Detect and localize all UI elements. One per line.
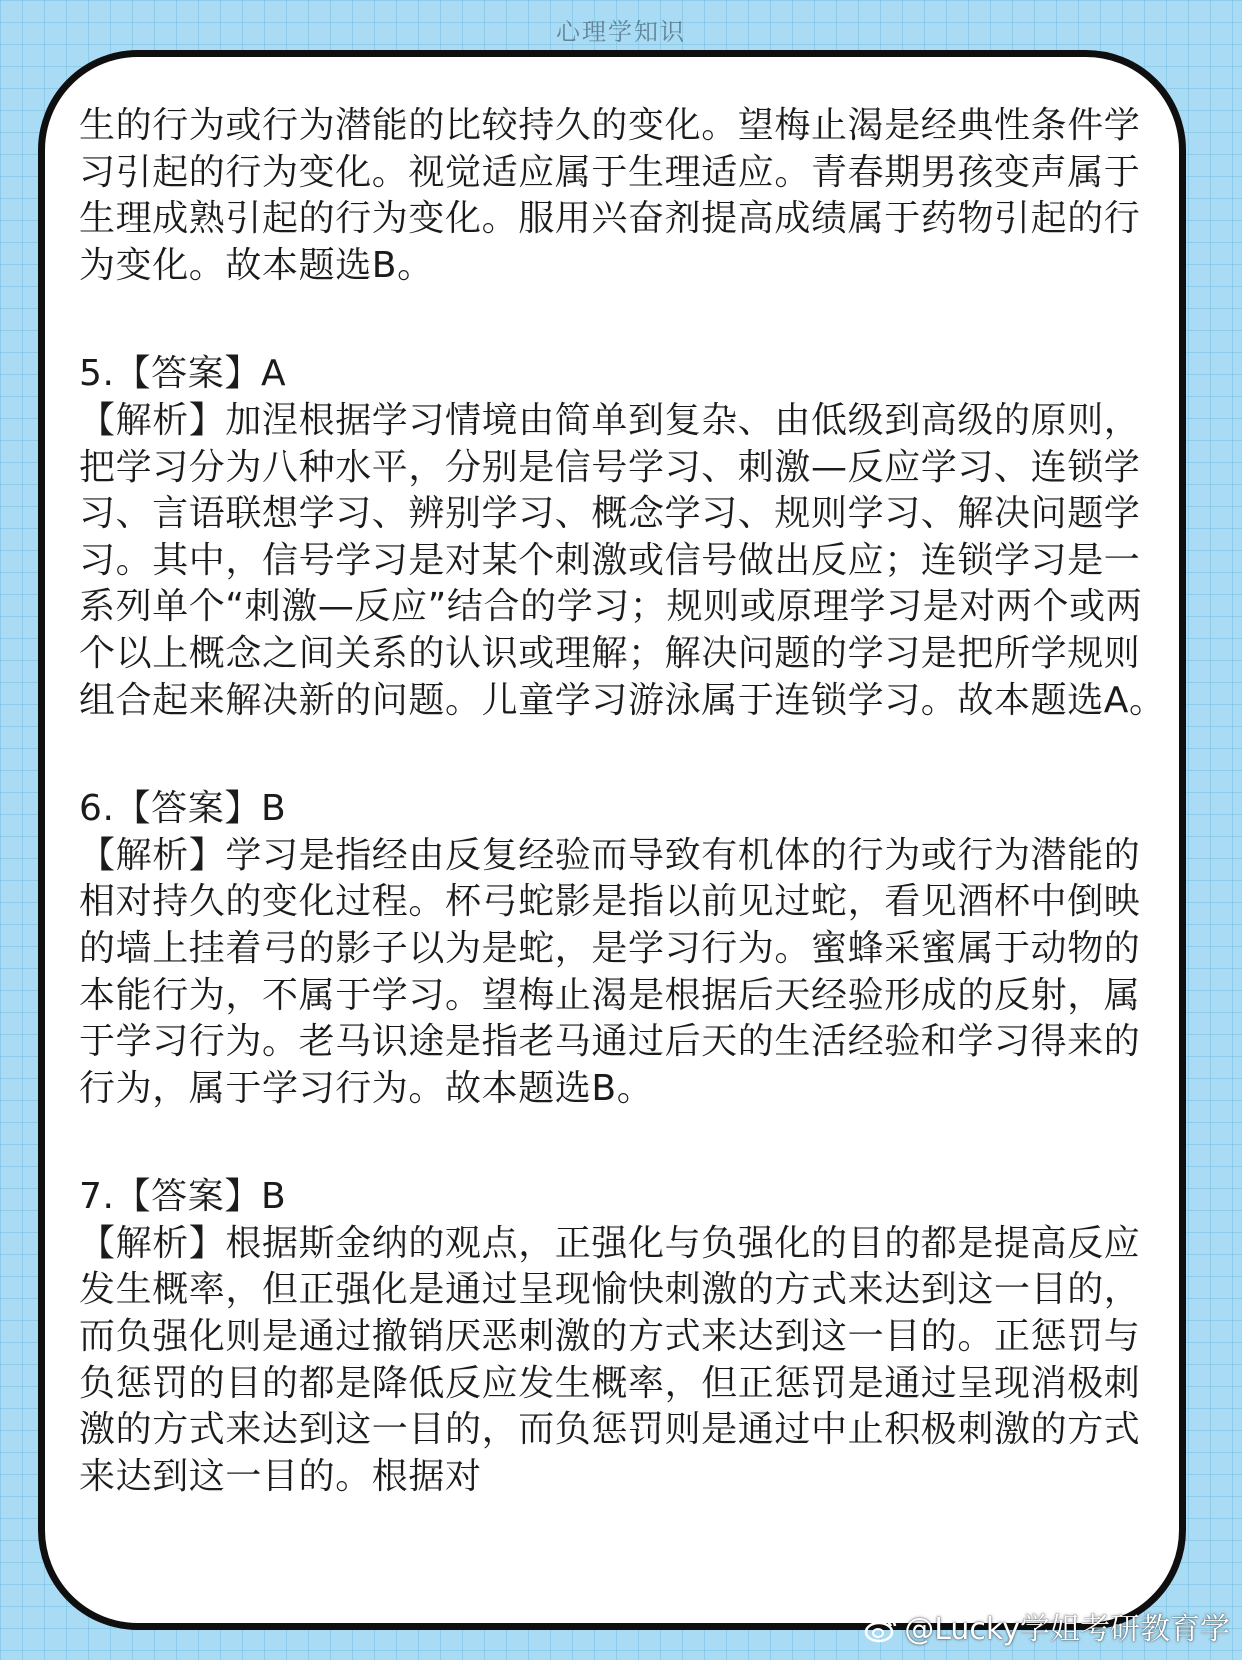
watermark-text: @Lucky学姐考研教育学 (904, 1612, 1230, 1647)
content-card (38, 50, 1186, 1630)
weibo-watermark (864, 1610, 1230, 1650)
paragraph-gap (79, 1112, 1169, 1174)
q6-answer: 6.【答案】B (79, 788, 287, 830)
q7-analysis: 【解析】根据斯金纳的观点，正强化与负强化的目的都是提高反应发生概率，但正强化是通过呈现愉快刺激的方式来达到这一目的，而负强化则是通过撤销厌恶刺激的方式来达到这一目的。正惩罚与负惩罚的目的都是降低反应发生概率，但正惩罚是通过呈现消极刺激的方式来达到这一目的，而负惩罚则是通过中止积极刺激的方式来达到这一目的。根据对 (79, 1222, 1141, 1497)
q5-analysis: 【解析】加涅根据学习情境由简单到复杂、由低级到高级的原则，把学习分为八种水平，分别是信号学习、刺激—反应学习、连锁学习、言语联想学习、辨别学习、概念学习、规则学习、解决问题学习。其中，信号学习是对某个刺激或信号做出反应；连锁学习是一系列单个“刺激—反应”结合的学习；规则或原理学习是对两个或两个以上概念之间关系的认识或理解；解决问题的学习是把所学规则组合起来解决新的问题。儿童学习游泳属于连锁学习。故本题选A。 (79, 399, 1166, 721)
paragraph-gap (79, 289, 1169, 351)
q6-analysis: 【解析】学习是指经由反复经验而导致有机体的行为或行为潜能的相对持久的变化过程。杯弓蛇影是指以前见过蛇，看见酒杯中倒映的墙上挂着弓的影子以为是蛇，是学习行为。蜜蜂采蜜属于动物的本能行为，不属于学习。望梅止渴是根据后天经验形成的反射，属于学习行为。老马识途是指老马通过后天的生活经验和学习得来的行为，属于学习行为。故本题选B。 (79, 834, 1141, 1109)
weibo-icon (864, 1615, 898, 1643)
q5-answer: 5.【答案】A (79, 353, 287, 395)
paragraph-gap (79, 724, 1169, 786)
answer-text-block (79, 103, 1169, 1500)
q7-answer: 7.【答案】B (79, 1176, 287, 1218)
top-label: 心理学知识 (556, 18, 686, 46)
intro-paragraph: 生的行为或行为潜能的比较持久的变化。望梅止渴是经典性条件学习引起的行为变化。视觉适应属于生理适应。青春期男孩变声属于生理成熟引起的行为变化。服用兴奋剂提高成绩属于药物引起的行为变化。故本题选B。 (79, 105, 1141, 286)
